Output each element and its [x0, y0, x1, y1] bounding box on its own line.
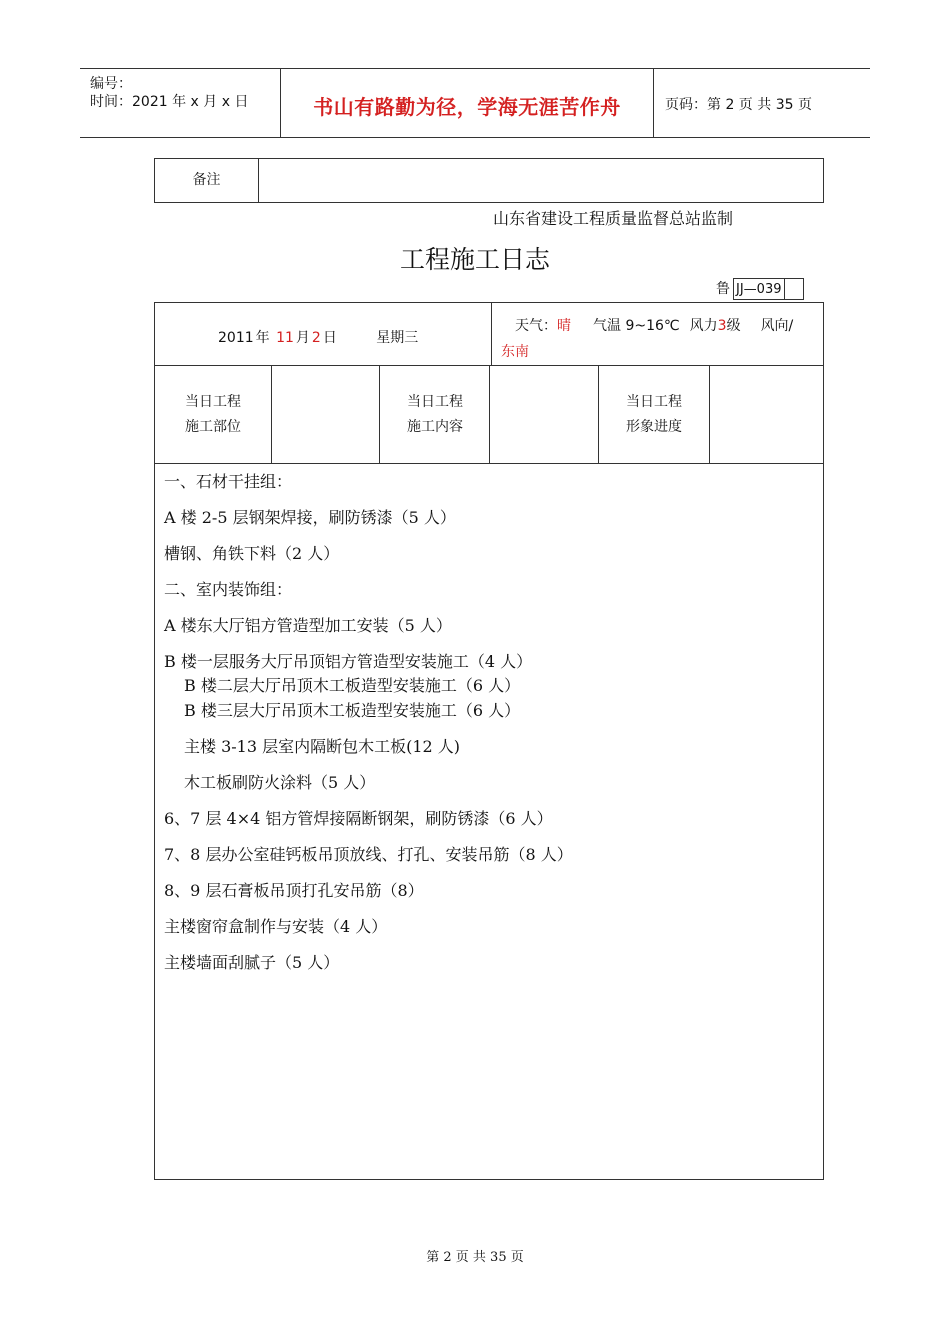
page-info: 页码：第 2 页 共 35 页 — [665, 97, 812, 113]
log-line: 主楼窗帘盒制作与安装（4 人） — [164, 917, 388, 936]
weather-label: 天气： — [515, 318, 557, 334]
log-line: 二、室内装饰组： — [164, 580, 293, 599]
time-label: 时间：2021 年 x 月 x 日 — [90, 94, 249, 110]
serial-label: 编号： — [90, 76, 132, 92]
label-line: 施工内容 — [407, 419, 463, 435]
log-line: 主楼墙面刮腻子（5 人） — [164, 953, 340, 972]
work-content-label — [381, 390, 489, 440]
column-divider — [598, 366, 599, 463]
label-line: 当日工程 — [407, 394, 463, 410]
log-line: 6、7 层 4×4 铝方管焊接隔断钢架，刷防锈漆（6 人） — [164, 809, 553, 828]
date-year: 2011 — [218, 330, 254, 346]
header-motto-cell — [281, 69, 654, 137]
motto: 书山有路勤为径，学海无涯苦作舟 — [313, 95, 621, 119]
page-title: 工程施工日志 — [399, 245, 550, 274]
date-cell — [155, 303, 492, 365]
wind-label: 风力 — [689, 318, 718, 334]
log-line: B 楼三层大厅吊顶木工板造型安装施工（6 人） — [184, 701, 521, 720]
date-month: 11 — [276, 330, 294, 346]
date-weather-row — [155, 303, 823, 366]
date-weekday: 星期三 — [376, 330, 419, 346]
label-line: 施工部位 — [185, 419, 241, 435]
remark-label: 备注 — [155, 159, 259, 202]
construction-log-table — [154, 302, 824, 1180]
wind-value: 3 — [717, 318, 727, 334]
issuer-line: 山东省建设工程质量监督总站监制 — [493, 209, 734, 228]
page-header — [80, 68, 870, 138]
log-line: B 楼一层服务大厅吊顶铝方管造型安装施工（4 人） — [164, 652, 533, 671]
form-code-box: JJ—039 — [733, 278, 785, 300]
column-divider — [379, 366, 380, 463]
log-line: 主楼 3-13 层室内隔断包木工板(12 人) — [184, 737, 461, 756]
wind-unit: 级 — [726, 318, 741, 334]
weather-value: 晴 — [557, 318, 571, 334]
log-line: 木工板刷防火涂料（5 人） — [184, 773, 376, 792]
label-line: 形象进度 — [626, 419, 682, 435]
form-code-prefix: 鲁 — [716, 281, 730, 297]
log-line: 8、9 层石膏板吊顶打孔安吊筋（8） — [164, 881, 424, 900]
log-line: 槽钢、角铁下料（2 人） — [164, 544, 340, 563]
column-divider — [271, 366, 272, 463]
header-page-cell — [655, 69, 870, 137]
date-day: 2 — [311, 330, 321, 346]
log-line: A 楼东大厅铝方管造型加工安装（5 人） — [164, 616, 452, 635]
page-footer: 第 2 页 共 35 页 — [426, 1250, 524, 1265]
log-line: A 楼 2-5 层钢架焊接，刷防锈漆（5 人） — [164, 508, 456, 527]
log-line: 一、石材干挂组： — [164, 472, 293, 491]
date-day-unit: 日 — [322, 330, 337, 346]
column-divider — [709, 366, 710, 463]
temperature-value: 9~16℃ — [625, 318, 680, 334]
date-year-unit: 年 — [255, 330, 270, 346]
temperature-label: 气温 — [593, 318, 621, 334]
log-line: 7、8 层办公室硅钙板吊顶放线、打孔、安装吊筋（8 人） — [164, 845, 573, 864]
date-month-unit: 月 — [295, 330, 310, 346]
work-progress-label — [600, 390, 708, 440]
remark-table — [154, 158, 824, 203]
label-line: 当日工程 — [626, 394, 682, 410]
work-summary-row — [155, 366, 823, 464]
wind-direction-label: 风向/ — [760, 318, 794, 334]
date-line — [217, 327, 419, 347]
column-divider — [489, 366, 490, 463]
wind-direction-value: 东南 — [501, 344, 529, 360]
label-line: 当日工程 — [185, 394, 241, 410]
work-location-label — [159, 390, 267, 440]
weather-cell — [501, 313, 815, 365]
log-line: B 楼二层大厅吊顶木工板造型安装施工（6 人） — [184, 676, 521, 695]
form-code-box-empty — [784, 278, 804, 300]
header-meta-cell — [80, 69, 281, 137]
